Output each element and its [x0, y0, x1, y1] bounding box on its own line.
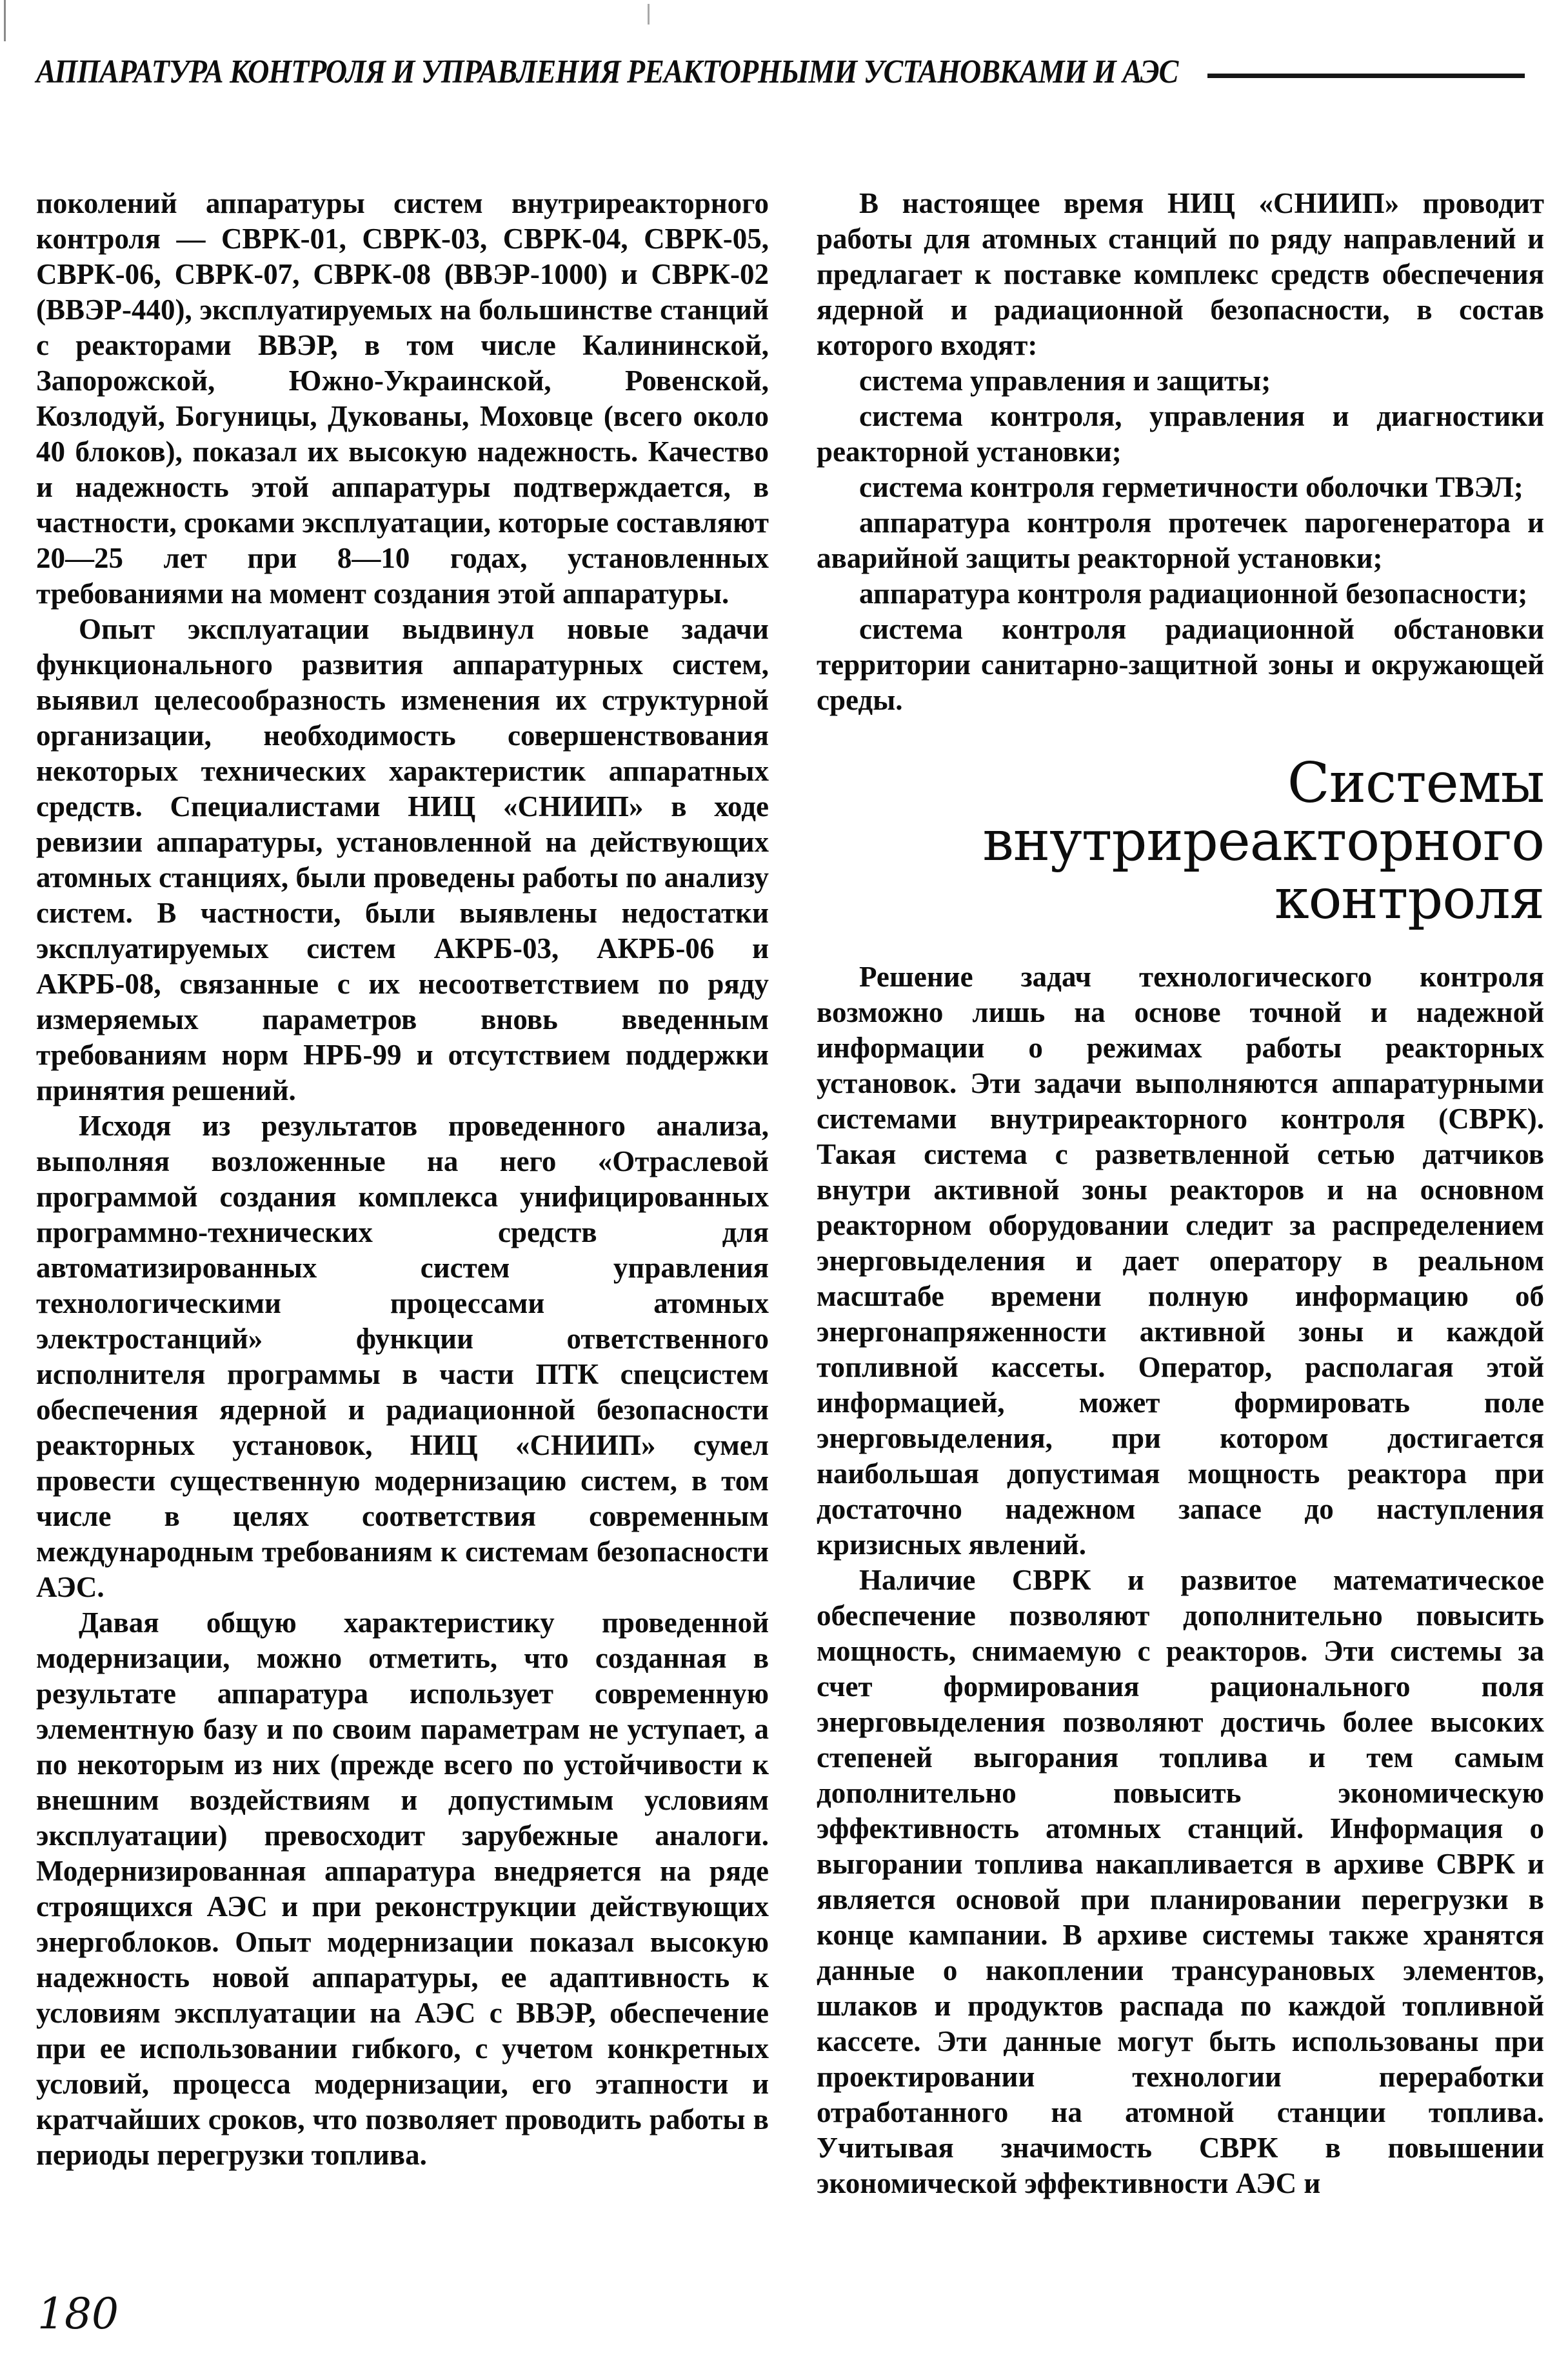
- scan-artifact: [648, 4, 650, 25]
- body-paragraph: Наличие СВРК и развитое математическое обеспечение позволяют дополнительно повысить мощность, снимаемую с реакторов. Эти системы за счет формирования рационального поля энерговыделения позволяют достичь более высоких степеней выгорания топлива и тем самым дополнительно повысить экономическую эффективность атомных станций. Информация о выгорании топлива накапливается в архиве СВРК и является основой при планировании перегрузки в конце кампании. В архиве системы также хранятся данные о накоплении трансурановых элементов, шлаков и продуктов распада по каждой топливной кассете. Эти данные могут быть использованы при проектировании технологии переработки отработанного на атомной станции топлива. Учитывая значимость СВРК в повышении экономической эффективности АЭС и: [817, 1564, 1544, 2199]
- left-column: [36, 186, 769, 2201]
- list-item: аппаратура контроля радиационной безопасности;: [859, 577, 1528, 610]
- list-item: аппаратура контроля протечек парогенератора и аварийной защиты реакторной установки;: [817, 506, 1544, 574]
- body-paragraph: Опыт эксплуатации выдвинул новые задачи функционального развития аппаратурных систем, выявил целесообразность изменения их структурной организации, необходимость совершенствования некоторых технических характеристик аппаратных средств. Специалистами НИЦ «СНИИП» в ходе ревизии аппаратуры, установленной на действующих атомных станциях, были проведены работы по анализу систем. В частности, были выявлены недостатки эксплуатируемых систем АКРБ-03, АКРБ-06 и АКРБ-08, связанные с их несоответствием по ряду измеряемых параметров вновь введенным требованиям норм НРБ-99 и отсутствием поддержки принятия решений.: [36, 613, 769, 1106]
- list-item: система контроля радиационной обстановки территории санитарно-защитной зоны и окружающей среды.: [817, 613, 1544, 716]
- list-item: система управления и защиты;: [859, 365, 1271, 397]
- running-header: [36, 54, 1539, 88]
- running-header-rule: [1207, 74, 1525, 78]
- section-heading: Системы внутриреакторного контроля: [982, 751, 1544, 932]
- running-header-title: АППАРАТУРА КОНТРОЛЯ И УПРАВЛЕНИЯ РЕАКТОРНЫМИ УСТАНОВКАМИ И АЭС: [36, 52, 1178, 90]
- body-paragraph: Исходя из результатов проведенного анализа, выполняя возложенные на него «Отраслевой программой создания комплекса унифицированных программно-технических средств для автоматизированных систем управления технологическими процессами атомных электростанций» функции ответственного исполнителя программы в части ПТК спецсистем обеспечения ядерной и радиационной безопасности реакторных установок, НИЦ «СНИИП» сумел провести существенную модернизацию систем, в том числе в целях соответствия современным международным требованиям к системам безопасности АЭС.: [36, 1110, 769, 1603]
- body-paragraph: Давая общую характеристику проведенной модернизации, можно отметить, что созданная в результате аппаратура использует современную элементную базу и по своим параметрам не уступает, а по некоторым из них (прежде всего по устойчивости к внешним воздействиям и допустимым условиям эксплуатации) превосходит зарубежные аналоги. Модернизированная аппаратура внедряется на ряде строящихся АЭС и при реконструкции действующих энергоблоков. Опыт модернизации показал высокую надежность новой аппаратуры, ее адаптивность к условиям эксплуатации на АЭС с ВВЭР, обеспечение при ее использовании гибкого, с учетом конкретных условий, процесса модернизации, его этапности и кратчайших сроков, что позволяет проводить работы в периоды перегрузки топлива.: [36, 1606, 769, 2171]
- scan-artifact: [4, 0, 6, 41]
- right-column: [817, 186, 1544, 2201]
- body-paragraph: В настоящее время НИЦ «СНИИП» проводит работы для атомных станций по ряду направлений и предлагает к поставке комплекс средств обеспечения ядерной и радиационной безопасности, в состав которого входят:: [817, 187, 1544, 361]
- text-columns: [36, 186, 1544, 2201]
- body-paragraph: Решение задач технологического контроля возможно лишь на основе точной и надежной информации о режимах работы реакторных установок. Эти задачи выполняются аппаратурными системами внутриреакторного контроля (СВРК). Такая система с разветвленной сетью датчиков внутри активной зоны реакторов и на основном реакторном оборудовании следит за распределением энерговыделения и дает оператору в реальном масштабе времени полную информацию об энергонапряженности активной зоны и каждой топливной кассеты. Оператор, располагая этой информацией, может формировать поле энерговыделения, при котором достигается наибольшая допустимая мощность реактора при достаточно надежном запасе до наступления кризисных явлений.: [817, 961, 1544, 1561]
- body-paragraph: поколений аппаратуры систем внутриреакторного контроля — СВРК-01, СВРК-03, СВРК-04, СВРК-05, СВРК-06, СВРК-07, СВРК-08 (ВВЭР-1000) и СВРК-02 (ВВЭР-440), эксплуатируемых на большинстве станций с реакторами ВВЭР, в том числе Калининской, Запорожской, Южно-Украинской, Ровенской, Козлодуй, Богуницы, Дукованы, Моховце (всего около 40 блоков), показал их высокую надежность. Качество и надежность этой аппаратуры подтверждается, в частности, сроками эксплуатации, которые составляют 20—25 лет при 8—10 годах, установленных требованиями на момент создания этой аппаратуры.: [36, 187, 769, 610]
- list-item: система контроля, управления и диагностики реакторной установки;: [817, 400, 1544, 468]
- list-item: система контроля герметичности оболочки ТВЭЛ;: [859, 471, 1523, 503]
- page-number: 180: [37, 2289, 119, 2339]
